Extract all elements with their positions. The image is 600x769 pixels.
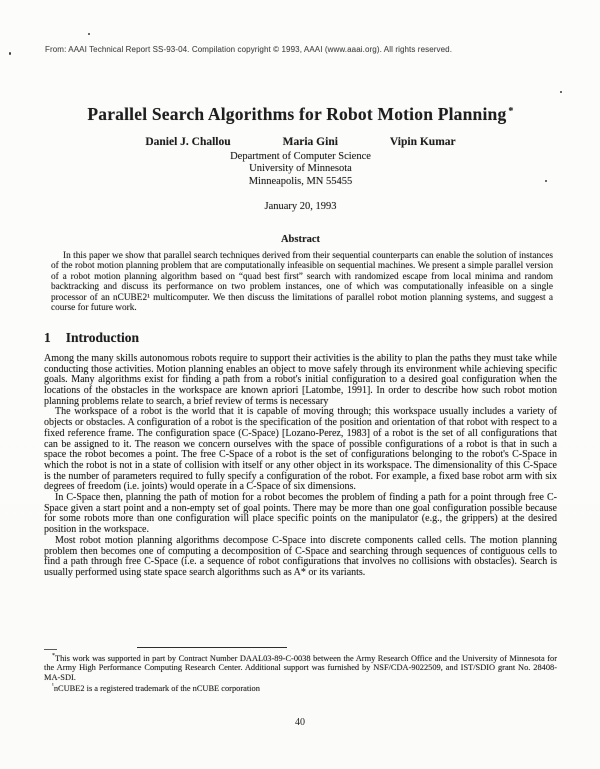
intro-paragraph-2: The workspace of a robot is the world that it is capable of moving through; this workspace usually includes a variety of objects or obstacles. A configuration of a robot is the specification of the position and orientation of that robot with respect to a fixed reference frame. The configuration space (C-Space) [Lozano-Perez, 1983] of a robot is the set of all configurations that can be assigned to it. The reason we concern ourselves with the space of possible configurations of a robot is that in such a space the robot becomes a point. The free C-Space of a robot is the set of configurations belonging to the robot's C-Space in which the robot is not in a state of collision with itself or any other object in its workspace. The dimensionality of this C-Space is the number of parameters required to fully specify a configuration of the robot. For example, a fixed base robot arm with six degrees of freedom (i.e. joints) would operate in a C-Space of six dimensions.	[44, 406, 557, 493]
affiliation-city: Minneapolis, MN 55455	[248, 175, 353, 187]
paper-date: January 20, 1993	[264, 200, 337, 212]
paper-title	[44, 104, 557, 125]
author-name-1: Daniel J. Challou	[145, 136, 231, 148]
copyright-notice: From: AAAI Technical Report SS-93-04. Compilation copyright © 1993, AAAI (www.aaai.org). All rights reserved.	[45, 45, 453, 54]
scan-speck	[9, 52, 11, 55]
footnote-trademark	[44, 682, 557, 693]
author-list	[44, 136, 557, 148]
title-footnote-marker: *	[508, 106, 514, 117]
author-name-3: Vipin Kumar	[389, 136, 456, 148]
affiliation-department: Department of Computer Science	[230, 151, 371, 162]
section-number: 1	[44, 329, 51, 345]
footnote-marker-asterisk: *	[52, 653, 55, 659]
author-name-2: Maria Gini	[282, 136, 338, 148]
abstract-text: In this paper we show that parallel search techniques derived from their sequential counterparts can enable the solution of instances of the robot motion planning problem that are computationally infeasible on sequential machines. We present a simple parallel version of a robot motion planning algorithm based on “quad best first” search with randomized escape from local minima and random backtracking and discuss its performance on two problem instances, one of which was computationally infeasible on a single processor of an nCUBE2¹ multicomputer. We then discuss the limitations of parallel robot motion planning systems, and suggest a course for future work.	[51, 250, 553, 314]
scan-speck	[88, 33, 90, 35]
footnote-marker-1: ¹	[52, 683, 54, 690]
affiliation-university: University of Minnesota	[249, 163, 352, 175]
paper-content	[44, 104, 557, 579]
section-title: Introduction	[65, 329, 140, 345]
scan-speck	[560, 91, 562, 93]
footnote-funding-text: This work was supported in part by Contract Number DAAL03-89-C-0038 between the Army Research Office and the University of Minnesota for the Army High Performance Computing Research Center. Additional support was furnished by NSF/CDA-9022509, and IST/SDIO grant No. 28408-MA-SDI.	[44, 653, 557, 682]
scan-speck	[44, 649, 57, 650]
abstract-heading: Abstract	[280, 233, 321, 245]
footnote-rule	[137, 647, 287, 648]
footnote-trademark-text: nCUBE2 is a registered trademark of the nCUBE corporation	[53, 683, 260, 693]
footnotes	[44, 652, 557, 693]
intro-paragraph-1: Among the many skills autonomous robots require to support their activities is the ability to plan the paths they must take while conducting those activities. Motion planning enables an object to move safely through its environment while achieving specific goals. Many algorithms exist for finding a path from a robot's initial configuration to a desired goal configuration when the locations of the obstacles in the workspace are known apriori [Latombe, 1991]. In order to describe how such robot motion planning problems relate to search, a brief review of terms is necessary	[44, 352, 557, 407]
intro-paragraph-3: In C-Space then, planning the path of motion for a robot becomes the problem of finding a path for a point through free C-Space given a start point and a non-empty set of goal points. There may be more than one goal configuration possible because for some robots more than one configuration will place specific points on the manipulator (e.g., the grippers) at the desired position in the workspace.	[44, 492, 557, 536]
section-heading-introduction	[44, 330, 557, 346]
page-number: 40	[295, 717, 305, 728]
paper-title-text: Parallel Search Algorithms for Robot Motion Planning	[87, 104, 507, 124]
intro-paragraph-4: Most robot motion planning algorithms decompose C-Space into discrete components called cells. The motion planning problem then becomes one of computing a decomposition of C-Space and searching through sequences of contiguous cells to find a path through free C-Space (i.e. a sequence of robot configurations that involves no collisions with obstacles). Search is usually performed using state space search algorithms such as A* or its variants.	[44, 534, 557, 578]
footnote-funding	[44, 652, 557, 682]
